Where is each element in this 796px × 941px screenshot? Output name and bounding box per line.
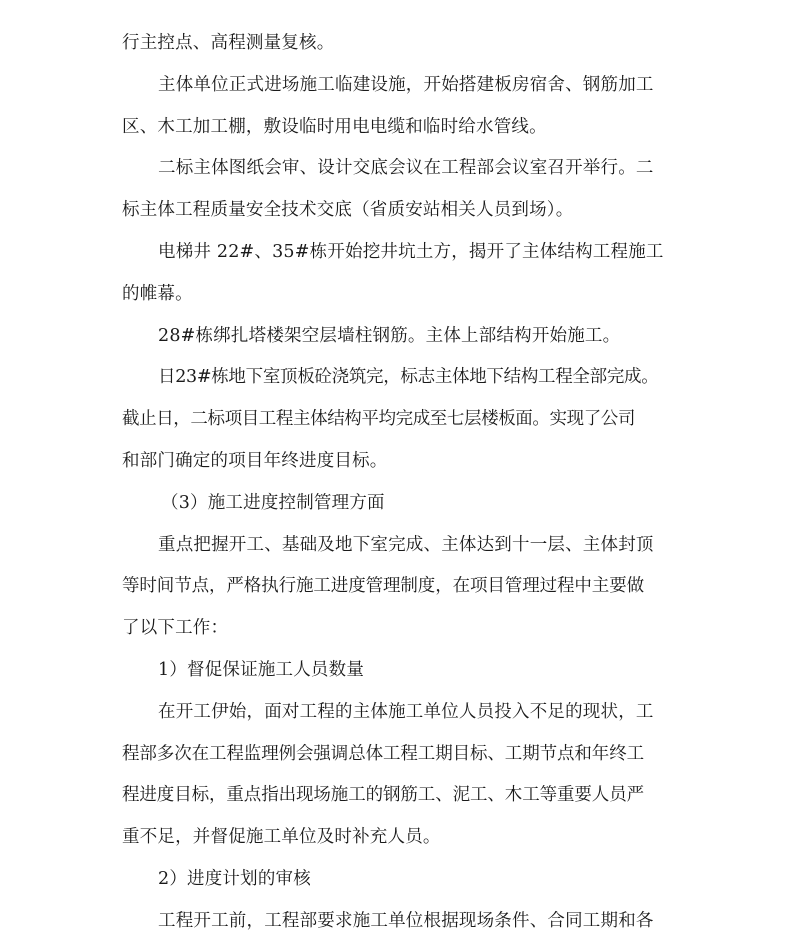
text-line: 等时间节点，严格执行施工进度管理制度，在项目管理过程中主要做	[122, 576, 644, 596]
text-line: 日23#栋地下室顶板砼浇筑完，标志主体地下结构工程全部完成。	[158, 367, 659, 387]
text-line: 重点把握开工、基础及地下室完成、主体达到十一层、主体封顶	[158, 535, 654, 555]
text-line: 二标主体图纸会审、设计交底会议在工程部会议室召开举行。二	[158, 158, 654, 178]
text-line: 区、木工加工棚，敷设临时用电电缆和临时给水管线。	[122, 117, 547, 137]
text-line: 的帷幕。	[122, 284, 193, 304]
section-heading: （3）施工进度控制管理方面	[161, 493, 385, 513]
text-line: 在开工伊始，面对工程的主体施工单位人员投入不足的现状，工	[158, 702, 654, 722]
text-line: 重不足，并督促施工单位及时补充人员。	[122, 827, 441, 847]
text-line: 28#栋绑扎塔楼架空层墙柱钢筋。主体上部结构开始施工。	[158, 326, 621, 346]
text-line: 电梯井 22#、35#栋开始挖井坑土方，揭开了主体结构工程施工	[158, 242, 664, 262]
text-line: 标主体工程质量安全技术交底（省质安站相关人员到场）。	[122, 200, 574, 220]
sub-heading: 1）督促保证施工人员数量	[158, 660, 365, 680]
text-line: 了以下工作：	[122, 618, 229, 638]
text-line: 截止日，二标项目工程主体结构平均完成至七层楼板面。实现了公司	[122, 409, 635, 429]
text-line: 工程开工前，工程部要求施工单位根据现场条件、合同工期和各	[158, 911, 654, 931]
sub-heading: 2）进度计划的审核	[158, 869, 311, 889]
text-line: 程部多次在工程监理例会强调总体工程工期目标、工期节点和年终工	[122, 744, 644, 764]
text-line: 行主控点、高程测量复核。	[122, 33, 335, 53]
text-line: 主体单位正式进场施工临建设施，开始搭建板房宿舍、钢筋加工	[158, 75, 654, 95]
text-line: 和部门确定的项目年终进度目标。	[122, 451, 388, 471]
text-line: 程进度目标，重点指出现场施工的钢筋工、泥工、木工等重要人员严	[122, 785, 644, 805]
